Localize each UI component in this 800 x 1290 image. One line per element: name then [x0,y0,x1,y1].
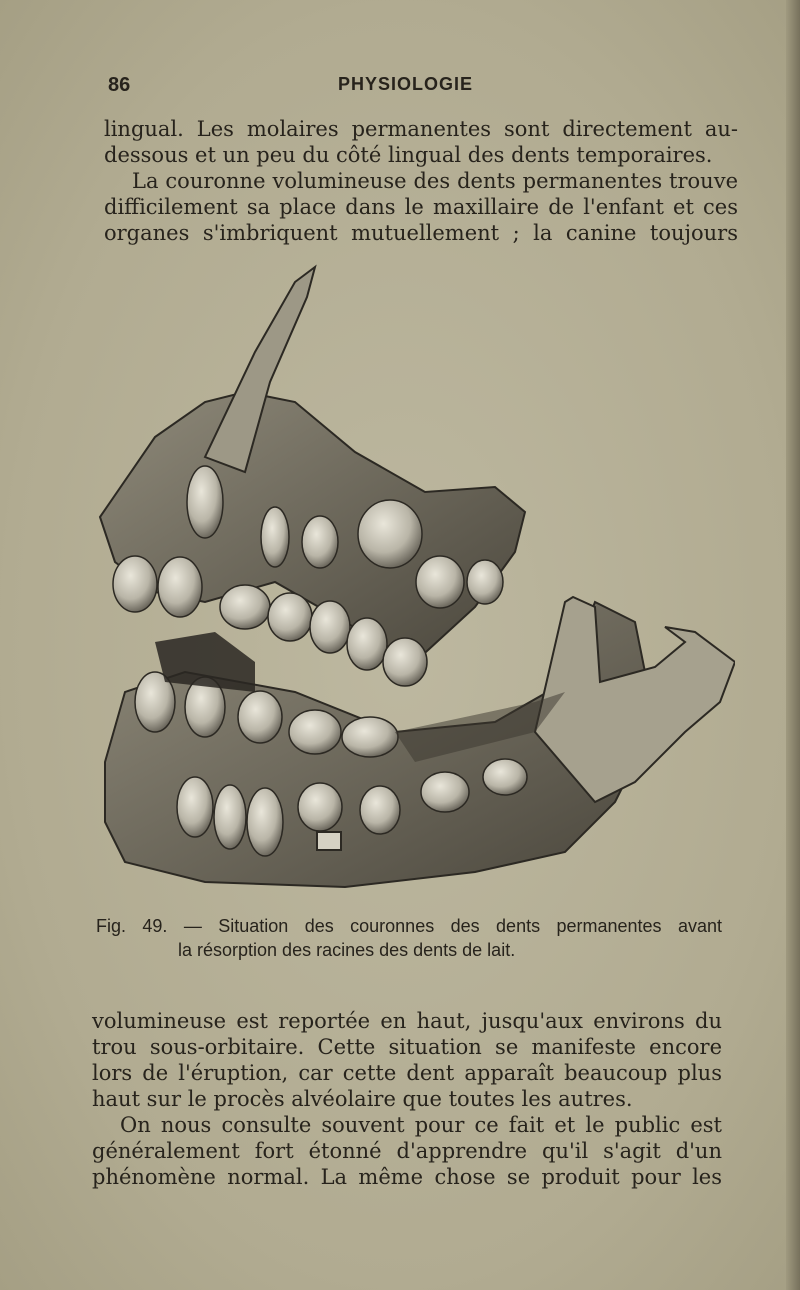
figure-caption [96,914,722,962]
text-line: haut sur le procès alvéolaire que toutes les autres. [92,1087,633,1111]
page-header [108,74,728,104]
text-line: lors de l'éruption, car cette dent apparaît beaucoup plus [92,1061,722,1085]
text-line: La couronne volumineuse des dents permanentes trouve [132,169,738,193]
bottom-paragraph [92,1008,722,1190]
page-edge [786,0,800,1290]
running-title: PHYSIOLOGIE [338,74,474,94]
text-line: On nous consulte souvent pour ce fait et le public est [120,1113,722,1137]
caption-line-2: la résorption des racines des dents de lait. [178,940,516,960]
text-line: généralement fort étonné d'apprendre qu'il s'agit d'un [92,1139,722,1163]
text-line: volumineuse est reportée en haut, jusqu'aux environs du [92,1009,722,1033]
text-line: lingual. Les molaires permanentes sont directement au- [104,117,738,141]
jaw-illustration [95,262,735,892]
text-line: dessous et un peu du côté lingual des dents temporaires. [104,143,713,167]
top-paragraph [104,116,738,246]
text-line: difficilement sa place dans le maxillaire de l'enfant et ces [104,195,738,219]
jaw-drawing [95,262,735,892]
text-line: trou sous-orbitaire. Cette situation se manifeste encore [92,1035,722,1059]
text-line: phénomène normal. La même chose se produit pour les [92,1165,722,1189]
caption-line-1: Fig. 49. — Situation des couronnes des dents permanentes avant [96,916,722,936]
text-line: organes s'imbriquent mutuellement ; la canine toujours [104,221,738,245]
page-number: 86 [108,74,131,96]
